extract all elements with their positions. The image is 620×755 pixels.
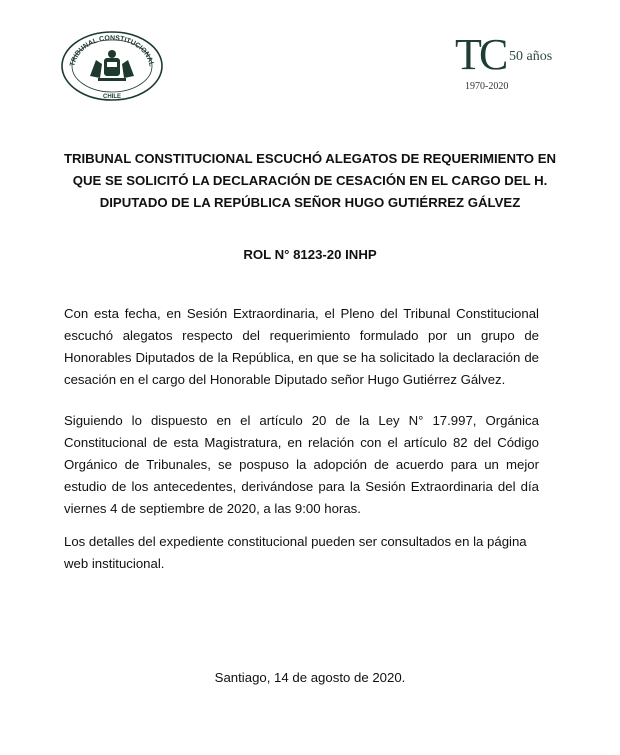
tc-logo-letter-t: T	[455, 30, 482, 79]
tc-logo-year-range: 1970-2020	[465, 81, 509, 92]
title-line: TRIBUNAL CONSTITUCIONAL ESCUCHÓ ALEGATOS DE REQUERIMIENTO EN	[63, 151, 557, 166]
paragraph-hearing: Con esta fecha, en Sesión Extraordinaria, el Pleno del Tribunal Constitucional escuchó alegatos respecto del requerimiento formulado por un grupo de Honorables Diputados de la República, en que se ha solicitado la declaración de cesación en el cargo del Honorable Diputado señor Hugo Gutiérrez Gálvez.	[64, 306, 539, 387]
tc-50-years-logo	[455, 30, 565, 98]
seal-bottom-text: CHILE	[103, 94, 121, 100]
title-line: QUE SE SOLICITÓ LA DECLARACIÓN DE CESACIÓN EN EL CARGO DEL H.	[72, 173, 548, 188]
tribunal-constitucional-seal-icon	[60, 30, 164, 102]
place-date-signoff: Santiago, 14 de agosto de 2020.	[214, 670, 406, 685]
paragraph-postponement: Siguiendo lo dispuesto en el artículo 20 de la Ley N° 17.997, Orgánica Constitucional de esta Magistratura, en relación con el artículo 82 del Código Orgánico de Tribunales, se pospuso la adopción de acuerdo para un mejor estudio de los antecedentes, derivándose para la Sesión Extraordinaria del día viernes 4 de septiembre de 2020, a las 9:00 horas.	[64, 413, 539, 516]
case-rol-number: ROL N° 8123-20 INHP	[243, 247, 377, 262]
document-title	[40, 148, 580, 214]
title-line: DIPUTADO DE LA REPÚBLICA SEÑOR HUGO GUTIÉRREZ GÁLVEZ	[99, 195, 521, 210]
paragraph-details: Los detalles del expediente constitucional pueden ser consultados en la página web institucional.	[64, 534, 527, 571]
tc-logo-letter-c: C	[479, 30, 509, 79]
seal-top-text: TRIBUNAL CONSTITUCIONAL	[69, 34, 155, 68]
tc-logo-years-label: 50 años	[509, 49, 553, 64]
